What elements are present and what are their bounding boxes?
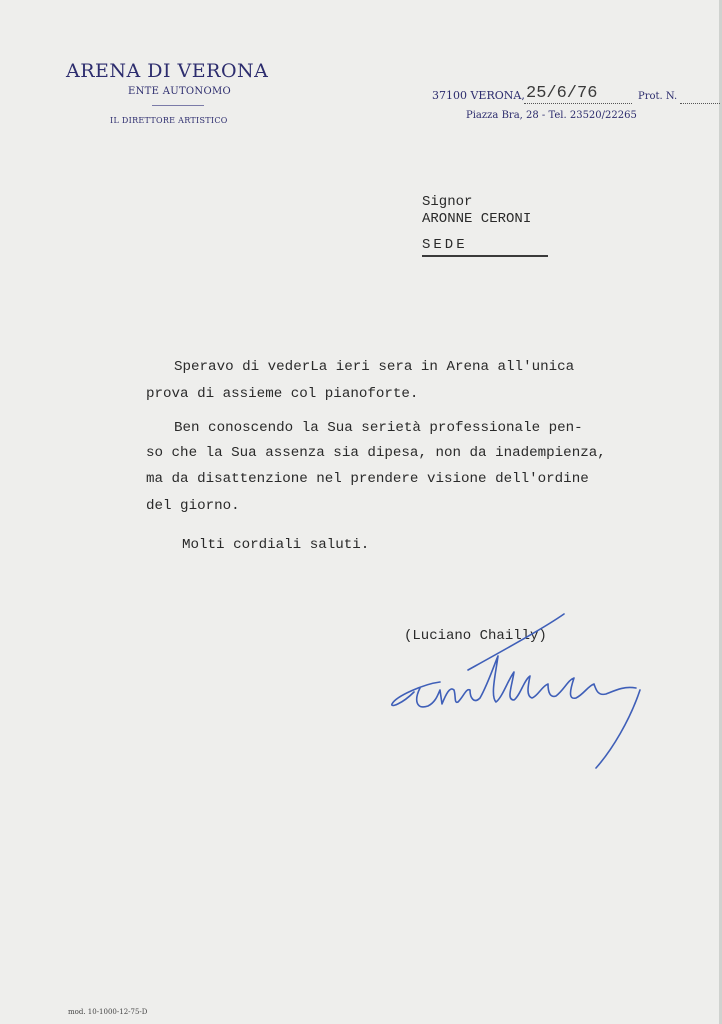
recipient-location: SEDE bbox=[422, 237, 468, 253]
signer-name: (Luciano Chailly) bbox=[404, 628, 547, 644]
date-dotted-line bbox=[524, 103, 632, 104]
recipient-title: Signor bbox=[422, 194, 473, 210]
org-address: Piazza Bra, 28 - Tel. 23520/22265 bbox=[466, 110, 637, 121]
org-name: ARENA DI VERONA bbox=[66, 60, 269, 82]
form-code: mod. 10-1000-12-75-D bbox=[68, 1008, 148, 1016]
body-line: Ben conoscendo la Sua serietà professionale pen- bbox=[174, 420, 583, 436]
body-line: prova di assieme col pianoforte. bbox=[146, 386, 419, 402]
prot-dotted-line bbox=[680, 103, 720, 104]
location-underline bbox=[422, 255, 548, 257]
letterhead-divider bbox=[152, 105, 204, 106]
body-line: del giorno. bbox=[146, 498, 240, 514]
recipient-name: ARONNE CERONI bbox=[422, 211, 532, 227]
body-line: ma da disattenzione nel prendere visione dell'ordine bbox=[146, 471, 589, 487]
body-line: so che la Sua assenza sia dipesa, non da inadempienza, bbox=[146, 445, 606, 461]
org-subtitle: ENTE AUTONOMO bbox=[128, 86, 232, 97]
org-role: IL DIRETTORE ARTISTICO bbox=[110, 116, 228, 125]
letter-date: 25/6/76 bbox=[526, 84, 598, 103]
closing-line: Molti cordiali saluti. bbox=[182, 537, 370, 553]
handwritten-signature bbox=[384, 600, 664, 780]
place-label: 37100 VERONA, bbox=[432, 89, 525, 102]
prot-label: Prot. N. bbox=[638, 91, 678, 102]
body-line: Speravo di vederLa ieri sera in Arena all'unica bbox=[174, 359, 575, 375]
